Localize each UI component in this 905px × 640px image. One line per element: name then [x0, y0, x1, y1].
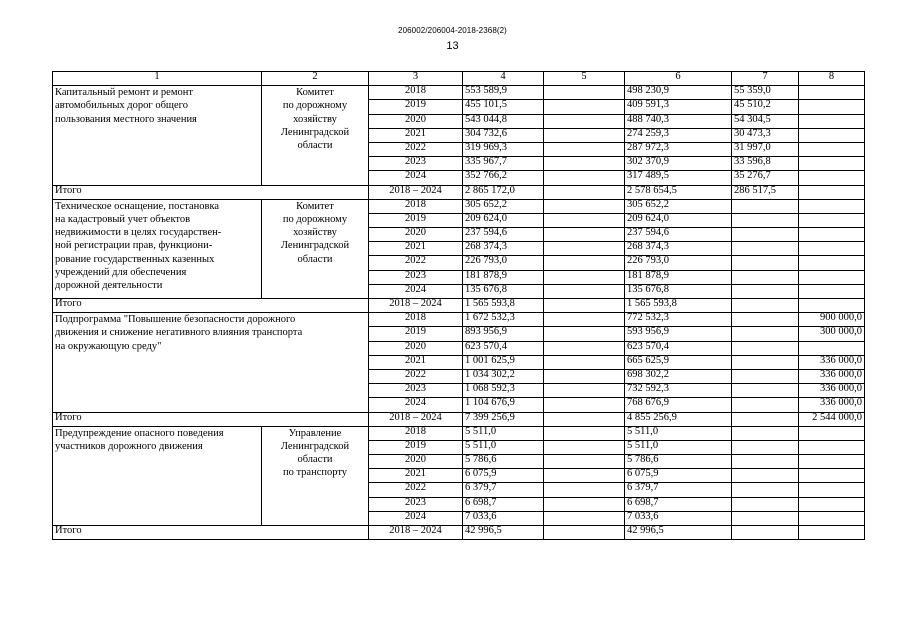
description-line: дорожной деятельности	[55, 279, 163, 291]
executor-line: по дорожному	[282, 100, 348, 112]
total-funding-cell: 1 068 592,3	[463, 384, 544, 398]
federal-funding-cell	[544, 171, 625, 185]
regional-funding-cell: 6 075,9	[625, 469, 732, 483]
year-cell: 2021	[369, 355, 463, 369]
federal-funding-cell	[544, 455, 625, 469]
local-funding-cell	[732, 284, 799, 298]
year-cell: 2021	[369, 242, 463, 256]
description-line: Техническое оснащение, постановка	[55, 200, 220, 212]
regional-funding-cell: 698 302,2	[625, 369, 732, 383]
executor-line: Комитет	[296, 87, 334, 99]
description-line: пользования местного значения	[55, 113, 197, 125]
regional-funding-cell: 42 996,5	[625, 526, 732, 540]
other-funding-cell	[799, 242, 865, 256]
executor-line: по транспорту	[282, 467, 348, 479]
year-cell: 2024	[369, 284, 463, 298]
other-funding-cell	[799, 284, 865, 298]
executor-line: области	[297, 140, 333, 151]
year-cell: 2021	[369, 128, 463, 142]
total-funding-cell: 1 565 593,8	[463, 299, 544, 313]
local-funding-cell	[732, 199, 799, 213]
executor-line: Ленинградской	[280, 126, 350, 138]
table-row	[53, 426, 865, 440]
column-header-6: 6	[625, 72, 732, 86]
year-cell: 2018	[369, 313, 463, 327]
total-funding-cell: 6 698,7	[463, 497, 544, 511]
year-cell: 2019	[369, 440, 463, 454]
total-period: 2018 – 2024	[369, 526, 463, 540]
federal-funding-cell	[544, 128, 625, 142]
description-line: Предупреждение опасного поведения	[55, 427, 224, 439]
other-funding-cell	[799, 440, 865, 454]
federal-funding-cell	[544, 398, 625, 412]
description-line: Капитальный ремонт и ремонт	[55, 87, 193, 99]
other-funding-cell	[799, 511, 865, 525]
regional-funding-cell: 209 624,0	[625, 213, 732, 227]
federal-funding-cell	[544, 384, 625, 398]
federal-funding-cell	[544, 412, 625, 426]
federal-funding-cell	[544, 157, 625, 171]
column-header-8: 8	[799, 72, 865, 86]
federal-funding-cell	[544, 256, 625, 270]
regional-funding-cell: 5 511,0	[625, 426, 732, 440]
regional-funding-cell: 287 972,3	[625, 142, 732, 156]
local-funding-cell	[732, 213, 799, 227]
regional-funding-cell: 498 230,9	[625, 86, 732, 100]
executor-line: Ленинградской	[280, 440, 350, 452]
other-funding-cell	[799, 199, 865, 213]
other-funding-cell	[799, 213, 865, 227]
total-funding-cell: 6 379,7	[463, 483, 544, 497]
section-description	[53, 426, 262, 525]
year-cell: 2024	[369, 171, 463, 185]
total-funding-cell: 304 732,6	[463, 128, 544, 142]
other-funding-cell	[799, 114, 865, 128]
federal-funding-cell	[544, 199, 625, 213]
regional-funding-cell: 772 532,3	[625, 313, 732, 327]
year-cell: 2023	[369, 497, 463, 511]
local-funding-cell	[732, 355, 799, 369]
other-funding-cell: 336 000,0	[799, 384, 865, 398]
description-line: на окружающую среду"	[55, 340, 162, 352]
local-funding-cell	[732, 313, 799, 327]
federal-funding-cell	[544, 355, 625, 369]
local-funding-cell	[732, 440, 799, 454]
regional-funding-cell: 305 652,2	[625, 199, 732, 213]
year-cell: 2020	[369, 455, 463, 469]
regional-funding-cell: 181 878,9	[625, 270, 732, 284]
federal-funding-cell	[544, 469, 625, 483]
local-funding-cell	[732, 455, 799, 469]
year-cell: 2023	[369, 384, 463, 398]
header-row	[53, 72, 865, 86]
regional-funding-cell: 488 740,3	[625, 114, 732, 128]
description-line: движения и снижение негативного влияния транспорта	[55, 327, 303, 339]
local-funding-cell	[732, 228, 799, 242]
federal-funding-cell	[544, 284, 625, 298]
section-description	[53, 313, 369, 412]
total-funding-cell: 1 034 302,2	[463, 369, 544, 383]
other-funding-cell: 900 000,0	[799, 313, 865, 327]
regional-funding-cell: 732 592,3	[625, 384, 732, 398]
local-funding-cell	[732, 384, 799, 398]
federal-funding-cell	[544, 270, 625, 284]
federal-funding-cell	[544, 497, 625, 511]
total-funding-cell: 319 969,3	[463, 142, 544, 156]
total-funding-cell: 543 044,8	[463, 114, 544, 128]
other-funding-cell	[799, 526, 865, 540]
total-funding-cell: 2 865 172,0	[463, 185, 544, 199]
federal-funding-cell	[544, 114, 625, 128]
table-row	[53, 86, 865, 100]
other-funding-cell	[799, 469, 865, 483]
executor-line: области	[297, 454, 333, 466]
total-funding-cell: 5 511,0	[463, 426, 544, 440]
column-header-3: 3	[369, 72, 463, 86]
local-funding-cell	[732, 398, 799, 412]
total-label: Итого	[53, 412, 369, 426]
year-cell: 2023	[369, 270, 463, 284]
year-cell: 2024	[369, 511, 463, 525]
total-period: 2018 – 2024	[369, 185, 463, 199]
local-funding-cell	[732, 299, 799, 313]
total-row	[53, 526, 865, 540]
section-description	[53, 86, 262, 185]
executor-line: хозяйству	[293, 113, 337, 125]
year-cell: 2020	[369, 228, 463, 242]
regional-funding-cell: 7 033,6	[625, 511, 732, 525]
federal-funding-cell	[544, 511, 625, 525]
total-funding-cell: 42 996,5	[463, 526, 544, 540]
local-funding-cell	[732, 242, 799, 256]
section-description	[53, 199, 262, 298]
federal-funding-cell	[544, 426, 625, 440]
local-funding-cell	[732, 426, 799, 440]
year-cell: 2018	[369, 426, 463, 440]
federal-funding-cell	[544, 185, 625, 199]
year-cell: 2024	[369, 398, 463, 412]
year-cell: 2019	[369, 327, 463, 341]
total-row	[53, 299, 865, 313]
local-funding-cell: 54 304,5	[732, 114, 799, 128]
regional-funding-cell: 302 370,9	[625, 157, 732, 171]
federal-funding-cell	[544, 369, 625, 383]
table-row	[53, 199, 865, 213]
total-funding-cell: 237 594,6	[463, 228, 544, 242]
other-funding-cell: 336 000,0	[799, 398, 865, 412]
federal-funding-cell	[544, 142, 625, 156]
other-funding-cell	[799, 299, 865, 313]
other-funding-cell	[799, 157, 865, 171]
other-funding-cell: 336 000,0	[799, 369, 865, 383]
other-funding-cell	[799, 142, 865, 156]
other-funding-cell	[799, 270, 865, 284]
total-funding-cell: 893 956,9	[463, 327, 544, 341]
regional-funding-cell: 4 855 256,9	[625, 412, 732, 426]
other-funding-cell	[799, 171, 865, 185]
local-funding-cell	[732, 483, 799, 497]
local-funding-cell	[732, 256, 799, 270]
total-funding-cell: 7 033,6	[463, 511, 544, 525]
local-funding-cell	[732, 270, 799, 284]
total-funding-cell: 5 786,6	[463, 455, 544, 469]
description-line: автомобильных дорог общего	[55, 100, 188, 112]
year-cell: 2023	[369, 157, 463, 171]
page-number: 13	[446, 40, 459, 52]
federal-funding-cell	[544, 213, 625, 227]
regional-funding-cell: 768 676,9	[625, 398, 732, 412]
local-funding-cell	[732, 341, 799, 355]
year-cell: 2022	[369, 369, 463, 383]
federal-funding-cell	[544, 299, 625, 313]
other-funding-cell	[799, 228, 865, 242]
total-label: Итого	[53, 299, 369, 313]
total-funding-cell: 5 511,0	[463, 440, 544, 454]
total-row	[53, 412, 865, 426]
description-line: на кадастровый учет объектов	[55, 213, 191, 225]
executor-line: Ленинградской	[280, 240, 350, 252]
executor-line: по дорожному	[282, 213, 348, 225]
local-funding-cell	[732, 327, 799, 341]
other-funding-cell: 336 000,0	[799, 355, 865, 369]
total-row	[53, 185, 865, 199]
column-header-2: 2	[262, 72, 369, 86]
federal-funding-cell	[544, 483, 625, 497]
federal-funding-cell	[544, 313, 625, 327]
total-funding-cell: 6 075,9	[463, 469, 544, 483]
year-cell: 2021	[369, 469, 463, 483]
other-funding-cell	[799, 455, 865, 469]
total-funding-cell: 455 101,5	[463, 100, 544, 114]
description-line: ной регистрации прав, функциони-	[55, 240, 213, 252]
regional-funding-cell: 5 511,0	[625, 440, 732, 454]
regional-funding-cell: 593 956,9	[625, 327, 732, 341]
total-label: Итого	[53, 526, 369, 540]
description-line: участников дорожного движения	[55, 440, 203, 452]
funding-table	[52, 71, 865, 540]
total-label: Итого	[53, 185, 369, 199]
federal-funding-cell	[544, 100, 625, 114]
total-funding-cell: 553 589,9	[463, 86, 544, 100]
year-cell: 2019	[369, 100, 463, 114]
local-funding-cell: 31 997,0	[732, 142, 799, 156]
table-body	[53, 72, 865, 540]
local-funding-cell: 45 510,2	[732, 100, 799, 114]
regional-funding-cell: 274 259,3	[625, 128, 732, 142]
local-funding-cell: 55 359,0	[732, 86, 799, 100]
regional-funding-cell: 2 578 654,5	[625, 185, 732, 199]
regional-funding-cell: 237 594,6	[625, 228, 732, 242]
column-header-7: 7	[732, 72, 799, 86]
regional-funding-cell: 226 793,0	[625, 256, 732, 270]
regional-funding-cell: 665 625,9	[625, 355, 732, 369]
year-cell: 2020	[369, 341, 463, 355]
total-funding-cell: 352 766,2	[463, 171, 544, 185]
regional-funding-cell: 6 379,7	[625, 483, 732, 497]
local-funding-cell	[732, 469, 799, 483]
year-cell: 2020	[369, 114, 463, 128]
executor-cell	[262, 199, 369, 298]
document-code: 206002/206004-2018-2368(2)	[398, 26, 507, 35]
description-line: рование государственных казенных	[55, 253, 215, 265]
total-period: 2018 – 2024	[369, 299, 463, 313]
executor-line: области	[297, 253, 333, 265]
total-funding-cell: 181 878,9	[463, 270, 544, 284]
total-funding-cell: 209 624,0	[463, 213, 544, 227]
table-row	[53, 313, 865, 327]
regional-funding-cell: 409 591,3	[625, 100, 732, 114]
year-cell: 2022	[369, 142, 463, 156]
total-funding-cell: 1 104 676,9	[463, 398, 544, 412]
local-funding-cell	[732, 511, 799, 525]
year-cell: 2018	[369, 86, 463, 100]
description-line: недвижимости в целях государствен-	[55, 227, 222, 239]
federal-funding-cell	[544, 228, 625, 242]
other-funding-cell	[799, 341, 865, 355]
federal-funding-cell	[544, 440, 625, 454]
total-funding-cell: 623 570,4	[463, 341, 544, 355]
total-funding-cell: 305 652,2	[463, 199, 544, 213]
executor-cell	[262, 426, 369, 525]
regional-funding-cell: 317 489,5	[625, 171, 732, 185]
total-funding-cell: 135 676,8	[463, 284, 544, 298]
year-cell: 2022	[369, 483, 463, 497]
other-funding-cell	[799, 100, 865, 114]
executor-line: Комитет	[296, 200, 334, 212]
local-funding-cell: 286 517,5	[732, 185, 799, 199]
other-funding-cell	[799, 497, 865, 511]
year-cell: 2022	[369, 256, 463, 270]
local-funding-cell	[732, 497, 799, 511]
other-funding-cell	[799, 128, 865, 142]
total-funding-cell: 268 374,3	[463, 242, 544, 256]
other-funding-cell	[799, 426, 865, 440]
regional-funding-cell: 6 698,7	[625, 497, 732, 511]
federal-funding-cell	[544, 341, 625, 355]
other-funding-cell: 2 544 000,0	[799, 412, 865, 426]
local-funding-cell	[732, 412, 799, 426]
other-funding-cell: 300 000,0	[799, 327, 865, 341]
local-funding-cell	[732, 526, 799, 540]
column-header-5: 5	[544, 72, 625, 86]
other-funding-cell	[799, 185, 865, 199]
total-period: 2018 – 2024	[369, 412, 463, 426]
total-funding-cell: 335 967,7	[463, 157, 544, 171]
other-funding-cell	[799, 256, 865, 270]
description-line: Подпрограмма "Повышение безопасности дорожного	[55, 314, 296, 326]
column-header-4: 4	[463, 72, 544, 86]
executor-line: Управление	[288, 427, 342, 439]
total-funding-cell: 1 672 532,3	[463, 313, 544, 327]
year-cell: 2019	[369, 213, 463, 227]
description-line: учреждений для обеспечения	[55, 266, 187, 278]
local-funding-cell: 35 276,7	[732, 171, 799, 185]
regional-funding-cell: 135 676,8	[625, 284, 732, 298]
local-funding-cell: 30 473,3	[732, 128, 799, 142]
column-header-1: 1	[53, 72, 262, 86]
local-funding-cell: 33 596,8	[732, 157, 799, 171]
federal-funding-cell	[544, 327, 625, 341]
year-cell: 2018	[369, 199, 463, 213]
regional-funding-cell: 268 374,3	[625, 242, 732, 256]
other-funding-cell	[799, 483, 865, 497]
total-funding-cell: 226 793,0	[463, 256, 544, 270]
other-funding-cell	[799, 86, 865, 100]
federal-funding-cell	[544, 526, 625, 540]
federal-funding-cell	[544, 242, 625, 256]
total-funding-cell: 1 001 625,9	[463, 355, 544, 369]
federal-funding-cell	[544, 86, 625, 100]
executor-cell	[262, 86, 369, 185]
local-funding-cell	[732, 369, 799, 383]
executor-line: хозяйству	[293, 227, 337, 239]
total-funding-cell: 7 399 256,9	[463, 412, 544, 426]
regional-funding-cell: 5 786,6	[625, 455, 732, 469]
regional-funding-cell: 623 570,4	[625, 341, 732, 355]
regional-funding-cell: 1 565 593,8	[625, 299, 732, 313]
